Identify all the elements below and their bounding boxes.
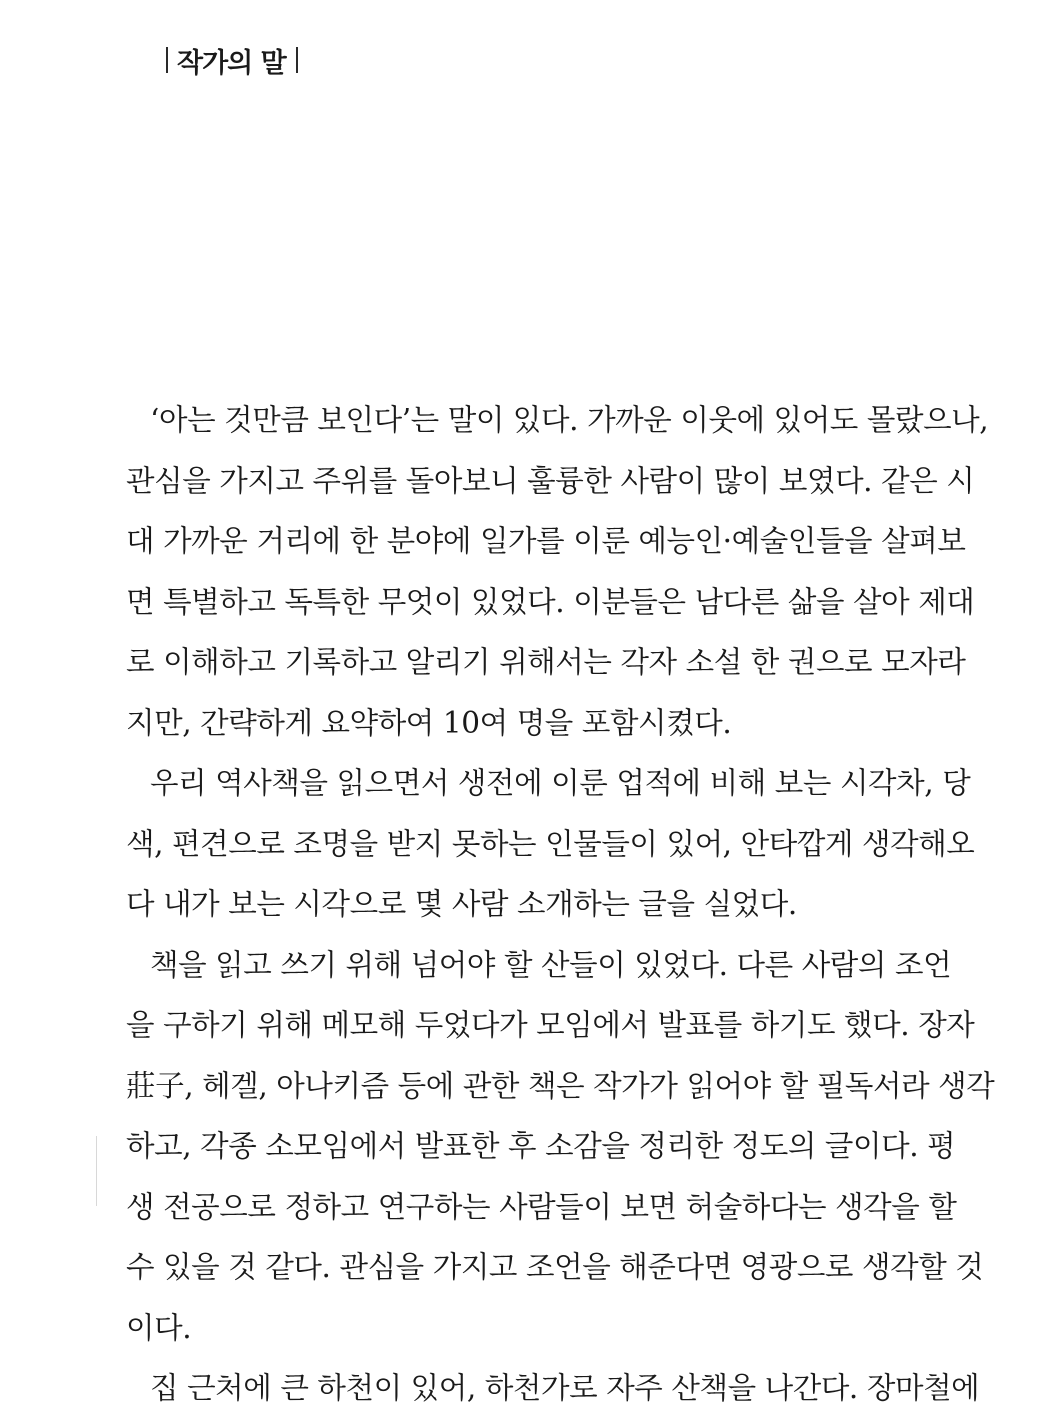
text-line: 색, 편견으로 조명을 받지 못하는 인물들이 있어, 안타깝게 생각해오 [126,826,975,861]
page-title: 작가의 말 [177,47,286,79]
text-line: 집 근처에 큰 하천이 있어, 하천가로 자주 산책을 나간다. 장마철에 [150,1371,980,1405]
text-line: 수 있을 것 같다. 관심을 가지고 조언을 해준다면 영광으로 생각할 것 [126,1250,984,1284]
text-line: 다 내가 보는 시각으로 몇 사람 소개하는 글을 실었다. [126,887,797,921]
text-line: 이다. [126,1310,192,1345]
text-line: 지만, 간략하게 요약하여 10여 명을 포함시켰다. [126,705,732,740]
body-text [126,390,995,1419]
text-line: 莊子, 헤겔, 아나키즘 등에 관한 책은 작가가 읽어야 할 필독서라 생각 [126,1068,995,1103]
header-left-bar [166,47,168,73]
text-line: 책을 읽고 쓰기 위해 넘어야 할 산들이 있었다. 다른 사람의 조언 [150,947,952,982]
text-line: 로 이해하고 기록하고 알리기 위해서는 각자 소설 한 권으로 모자라 [126,645,966,679]
text-line: 우리 역사책을 읽으면서 생전에 이룬 업적에 비해 보는 시각차, 당 [150,766,971,800]
header-right-bar [296,47,298,73]
text-line: ‘아는 것만큼 보인다’는 말이 있다. 가까운 이웃에 있어도 몰랐으나, [150,403,989,437]
text-line: 을 구하기 위해 메모해 두었다가 모임에서 발표를 하기도 했다. 장자 [126,1008,975,1042]
text-line: 면 특별하고 독특한 무엇이 있었다. 이분들은 남다른 삶을 살아 제대 [126,584,975,619]
page-header [166,38,298,82]
scan-margin-mark [96,1136,97,1206]
text-line: 생 전공으로 정하고 연구하는 사람들이 보면 허술하다는 생각을 할 [126,1189,957,1224]
text-line: 하고, 각종 소모임에서 발표한 후 소감을 정리한 정도의 글이다. 평 [126,1129,956,1163]
text-line: 관심을 가지고 주위를 돌아보니 훌륭한 사람이 많이 보였다. 같은 시 [126,463,975,498]
text-line: 대 가까운 거리에 한 분야에 일가를 이룬 예능인·예술인들을 살펴보 [126,524,966,558]
